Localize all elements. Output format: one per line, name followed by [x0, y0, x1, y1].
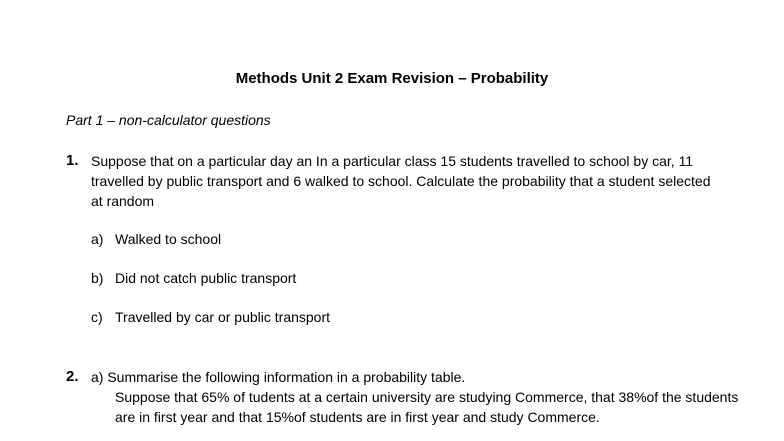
question-1-part-b: [91, 268, 296, 288]
part-c-text: Travelled by car or public transport: [115, 309, 331, 325]
part-b-text: Did not catch public transport: [115, 270, 297, 286]
part-a-label: a): [91, 231, 104, 247]
part-heading: Part 1 – non-calculator questions: [66, 112, 271, 128]
question-1-part-a: [91, 229, 221, 249]
question-2-number: 2.: [66, 368, 79, 385]
question-1-number: 1.: [66, 152, 79, 169]
question-1-text: Suppose that on a particular day an In a particular class 15 students travelled to school by car, 11 travelled by public transport and 6 walked to school. Calculate the probability that a student selected at random: [91, 153, 711, 209]
part-c-label: c): [91, 309, 103, 325]
document-title: Methods Unit 2 Exam Revision – Probability: [235, 70, 549, 87]
part-a-text: Walked to school: [115, 231, 222, 247]
question-2-part-a: a) Summarise the following information in a probability table.: [91, 369, 466, 385]
question-2: [66, 367, 746, 427]
question-2-info: Suppose that 65% of tudents at a certain university are studying Commerce, that 38%of the students are in first year and that 15%of students are in first year and study Commerce.: [115, 389, 739, 425]
question-1-part-c: [91, 307, 330, 327]
part-b-label: b): [91, 270, 104, 286]
question-1: [66, 151, 726, 211]
